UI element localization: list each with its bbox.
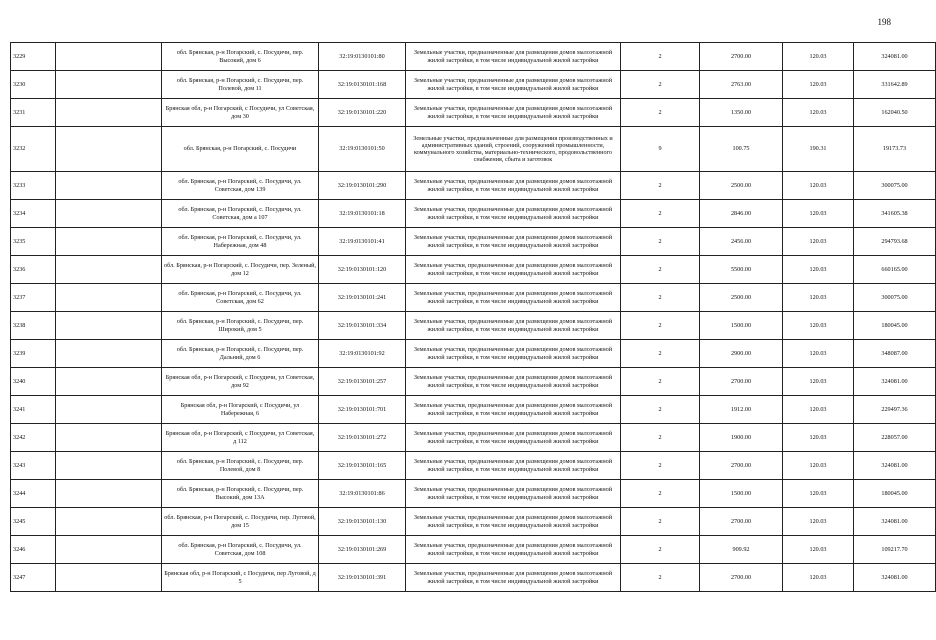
row-number-cell: 3244 bbox=[11, 480, 56, 508]
row-number-cell: 3235 bbox=[11, 228, 56, 256]
empty-cell bbox=[56, 99, 162, 127]
empty-cell bbox=[56, 340, 162, 368]
group-cell: 2 bbox=[621, 368, 700, 396]
row-number-cell: 3234 bbox=[11, 200, 56, 228]
empty-cell bbox=[56, 536, 162, 564]
cadastral-number-cell: 32:19:0130101:18 bbox=[319, 200, 406, 228]
table-row bbox=[11, 452, 936, 480]
empty-cell bbox=[56, 127, 162, 172]
row-number-cell: 3237 bbox=[11, 284, 56, 312]
area-cell: 2763.00 bbox=[700, 71, 783, 99]
area-cell: 909.92 bbox=[700, 536, 783, 564]
empty-cell bbox=[56, 312, 162, 340]
cadastral-number-cell: 32:19:0130101:257 bbox=[319, 368, 406, 396]
group-cell: 2 bbox=[621, 536, 700, 564]
row-number-cell: 3241 bbox=[11, 396, 56, 424]
table-body bbox=[11, 43, 936, 592]
cadastral-value-cell: 324081.00 bbox=[854, 508, 936, 536]
specific-value-cell: 190.31 bbox=[783, 127, 854, 172]
cadastral-number-cell: 32:19:0130101:86 bbox=[319, 480, 406, 508]
cadastral-number-cell: 32:19:0130101:92 bbox=[319, 340, 406, 368]
area-cell: 2456.00 bbox=[700, 228, 783, 256]
row-number-cell: 3239 bbox=[11, 340, 56, 368]
permitted-use-cell: Земельные участки, предназначенные для размещения домов малоэтажной жилой застройки, в том числе индивидуальной жилой застройки bbox=[406, 424, 621, 452]
specific-value-cell: 120.03 bbox=[783, 396, 854, 424]
table-row bbox=[11, 536, 936, 564]
cadastral-value-cell: 109217.70 bbox=[854, 536, 936, 564]
permitted-use-cell: Земельные участки, предназначенные для размещения домов малоэтажной жилой застройки, в том числе индивидуальной жилой застройки bbox=[406, 452, 621, 480]
cadastral-value-cell: 300075.00 bbox=[854, 284, 936, 312]
cadastral-number-cell: 32:19:0130101:334 bbox=[319, 312, 406, 340]
cadastral-value-cell: 324081.00 bbox=[854, 564, 936, 592]
address-cell: обл. Брянская, р-н Погарский, с. Посудичи, пер. Полевой, дом 8 bbox=[162, 452, 319, 480]
permitted-use-cell: Земельные участки, предназначенные для размещения домов малоэтажной жилой застройки, в том числе индивидуальной жилой застройки bbox=[406, 200, 621, 228]
specific-value-cell: 120.03 bbox=[783, 368, 854, 396]
empty-cell bbox=[56, 368, 162, 396]
empty-cell bbox=[56, 480, 162, 508]
group-cell: 2 bbox=[621, 424, 700, 452]
cadastral-number-cell: 32:19:0130101:269 bbox=[319, 536, 406, 564]
group-cell: 2 bbox=[621, 43, 700, 71]
empty-cell bbox=[56, 200, 162, 228]
land-registry-table bbox=[10, 42, 936, 592]
permitted-use-cell: Земельные участки, предназначенные для размещения домов малоэтажной жилой застройки, в том числе индивидуальной жилой застройки bbox=[406, 256, 621, 284]
area-cell: 2700.00 bbox=[700, 43, 783, 71]
cadastral-value-cell: 348087.00 bbox=[854, 340, 936, 368]
group-cell: 2 bbox=[621, 508, 700, 536]
specific-value-cell: 120.03 bbox=[783, 172, 854, 200]
address-cell: обл. Брянская, р-н Погарский, с. Посудичи, ул. Набережная, дом 48 bbox=[162, 228, 319, 256]
address-cell: обл. Брянская, р-н Погарский, с. Посудичи, ул. Советская, дом 139 bbox=[162, 172, 319, 200]
address-cell: обл. Брянская, р-н Погарский, с. Посудичи, пер. Широкий, дом 5 bbox=[162, 312, 319, 340]
address-cell: обл. Брянская, р-н Погарский, с. Посудичи, пер. Дальний, дом 6 bbox=[162, 340, 319, 368]
empty-cell bbox=[56, 424, 162, 452]
cadastral-number-cell: 32:19:0130101:41 bbox=[319, 228, 406, 256]
cadastral-number-cell: 32:19:0130101:50 bbox=[319, 127, 406, 172]
group-cell: 2 bbox=[621, 564, 700, 592]
area-cell: 1500.00 bbox=[700, 480, 783, 508]
cadastral-value-cell: 300075.00 bbox=[854, 172, 936, 200]
table-row bbox=[11, 312, 936, 340]
address-cell: Брянская обл, р-н Погарский, с Посудичи, пер Луговой, д 5 bbox=[162, 564, 319, 592]
address-cell: обл. Брянская, р-н Погарский, с. Посудичи, пер. Полевой, дом 11 bbox=[162, 71, 319, 99]
cadastral-value-cell: 228057.00 bbox=[854, 424, 936, 452]
empty-cell bbox=[56, 508, 162, 536]
area-cell: 1900.00 bbox=[700, 424, 783, 452]
group-cell: 2 bbox=[621, 256, 700, 284]
cadastral-value-cell: 324081.00 bbox=[854, 452, 936, 480]
table-row bbox=[11, 508, 936, 536]
specific-value-cell: 120.03 bbox=[783, 256, 854, 284]
specific-value-cell: 120.03 bbox=[783, 71, 854, 99]
group-cell: 2 bbox=[621, 452, 700, 480]
row-number-cell: 3238 bbox=[11, 312, 56, 340]
cadastral-number-cell: 32:19:0130101:80 bbox=[319, 43, 406, 71]
specific-value-cell: 120.03 bbox=[783, 228, 854, 256]
area-cell: 2900.00 bbox=[700, 340, 783, 368]
table-row bbox=[11, 368, 936, 396]
table-row bbox=[11, 284, 936, 312]
cadastral-number-cell: 32:19:0130101:130 bbox=[319, 508, 406, 536]
specific-value-cell: 120.03 bbox=[783, 480, 854, 508]
group-cell: 2 bbox=[621, 340, 700, 368]
permitted-use-cell: Земельные участки, предназначенные для размещения домов малоэтажной жилой застройки, в том числе индивидуальной жилой застройки bbox=[406, 99, 621, 127]
permitted-use-cell: Земельные участки, предназначенные для размещения домов малоэтажной жилой застройки, в том числе индивидуальной жилой застройки bbox=[406, 536, 621, 564]
area-cell: 2500.00 bbox=[700, 172, 783, 200]
group-cell: 2 bbox=[621, 228, 700, 256]
cadastral-value-cell: 294793.68 bbox=[854, 228, 936, 256]
cadastral-value-cell: 229497.36 bbox=[854, 396, 936, 424]
cadastral-value-cell: 660165.00 bbox=[854, 256, 936, 284]
empty-cell bbox=[56, 228, 162, 256]
empty-cell bbox=[56, 284, 162, 312]
row-number-cell: 3240 bbox=[11, 368, 56, 396]
row-number-cell: 3231 bbox=[11, 99, 56, 127]
area-cell: 100.75 bbox=[700, 127, 783, 172]
empty-cell bbox=[56, 71, 162, 99]
area-cell: 2846.00 bbox=[700, 200, 783, 228]
cadastral-value-cell: 331642.89 bbox=[854, 71, 936, 99]
address-cell: обл. Брянская, р-н Погарский, с. Посудичи, пер. Зеленый, дом 12 bbox=[162, 256, 319, 284]
cadastral-value-cell: 341605.38 bbox=[854, 200, 936, 228]
specific-value-cell: 120.03 bbox=[783, 340, 854, 368]
cadastral-number-cell: 32:19:0130101:168 bbox=[319, 71, 406, 99]
table-row bbox=[11, 127, 936, 172]
area-cell: 1350.00 bbox=[700, 99, 783, 127]
specific-value-cell: 120.03 bbox=[783, 200, 854, 228]
empty-cell bbox=[56, 172, 162, 200]
group-cell: 2 bbox=[621, 312, 700, 340]
address-cell: обл. Брянская, р-н Погарский, с. Посудичи, ул. Советская, дом а 107 bbox=[162, 200, 319, 228]
cadastral-number-cell: 32:19:0130101:391 bbox=[319, 564, 406, 592]
table-row bbox=[11, 340, 936, 368]
address-cell: обл. Брянская, р-н Погарский, с. Посудичи, ул. Советская, дом 108 bbox=[162, 536, 319, 564]
table-row bbox=[11, 99, 936, 127]
area-cell: 2700.00 bbox=[700, 368, 783, 396]
row-number-cell: 3246 bbox=[11, 536, 56, 564]
cadastral-number-cell: 32:19:0130101:272 bbox=[319, 424, 406, 452]
cadastral-value-cell: 162040.50 bbox=[854, 99, 936, 127]
cadastral-number-cell: 32:19:0130101:241 bbox=[319, 284, 406, 312]
cadastral-number-cell: 32:19:0130101:290 bbox=[319, 172, 406, 200]
permitted-use-cell: Земельные участки, предназначенные для размещения домов малоэтажной жилой застройки, в том числе индивидуальной жилой застройки bbox=[406, 43, 621, 71]
row-number-cell: 3232 bbox=[11, 127, 56, 172]
group-cell: 2 bbox=[621, 71, 700, 99]
table-row bbox=[11, 564, 936, 592]
specific-value-cell: 120.03 bbox=[783, 508, 854, 536]
table-row bbox=[11, 200, 936, 228]
address-cell: обл. Брянская, р-н Погарский, с. Посудичи, пер. Высокий, дом 6 bbox=[162, 43, 319, 71]
table-row bbox=[11, 424, 936, 452]
group-cell: 2 bbox=[621, 284, 700, 312]
area-cell: 2700.00 bbox=[700, 508, 783, 536]
permitted-use-cell: Земельные участки, предназначенные для размещения домов малоэтажной жилой застройки, в том числе индивидуальной жилой застройки bbox=[406, 340, 621, 368]
cadastral-number-cell: 32:19:0130101:701 bbox=[319, 396, 406, 424]
permitted-use-cell: Земельные участки, предназначенные для размещения домов малоэтажной жилой застройки, в том числе индивидуальной жилой застройки bbox=[406, 312, 621, 340]
cadastral-value-cell: 324081.00 bbox=[854, 43, 936, 71]
empty-cell bbox=[56, 452, 162, 480]
row-number-cell: 3229 bbox=[11, 43, 56, 71]
row-number-cell: 3233 bbox=[11, 172, 56, 200]
address-cell: Брянская обл, р-н Погарский, с Посудичи, ул Советская, дом 30 bbox=[162, 99, 319, 127]
row-number-cell: 3242 bbox=[11, 424, 56, 452]
table-row bbox=[11, 396, 936, 424]
permitted-use-cell: Земельные участки, предназначенные для размещения домов малоэтажной жилой застройки, в том числе индивидуальной жилой застройки bbox=[406, 172, 621, 200]
group-cell: 2 bbox=[621, 480, 700, 508]
address-cell: обл. Брянская, р-н Погарский, с. Посудичи bbox=[162, 127, 319, 172]
permitted-use-cell: Земельные участки, предназначенные для размещения домов малоэтажной жилой застройки, в том числе индивидуальной жилой застройки bbox=[406, 228, 621, 256]
cadastral-number-cell: 32:19:0130101:120 bbox=[319, 256, 406, 284]
permitted-use-cell: Земельные участки, предназначенные для размещения домов малоэтажной жилой застройки, в том числе индивидуальной жилой застройки bbox=[406, 508, 621, 536]
specific-value-cell: 120.03 bbox=[783, 452, 854, 480]
row-number-cell: 3245 bbox=[11, 508, 56, 536]
permitted-use-cell: Земельные участки, предназначенные для размещения домов малоэтажной жилой застройки, в том числе индивидуальной жилой застройки bbox=[406, 71, 621, 99]
permitted-use-cell: Земельные участки, предназначенные для размещения домов малоэтажной жилой застройки, в том числе индивидуальной жилой застройки bbox=[406, 480, 621, 508]
row-number-cell: 3243 bbox=[11, 452, 56, 480]
specific-value-cell: 120.03 bbox=[783, 536, 854, 564]
specific-value-cell: 120.03 bbox=[783, 424, 854, 452]
specific-value-cell: 120.03 bbox=[783, 99, 854, 127]
permitted-use-cell: Земельные участки, предназначенные для размещения домов малоэтажной жилой застройки, в том числе индивидуальной жилой застройки bbox=[406, 396, 621, 424]
area-cell: 2700.00 bbox=[700, 564, 783, 592]
table-row bbox=[11, 71, 936, 99]
permitted-use-cell: Земельные участки, предназначенные для размещения домов малоэтажной жилой застройки, в том числе индивидуальной жилой застройки bbox=[406, 564, 621, 592]
cadastral-value-cell: 19173.73 bbox=[854, 127, 936, 172]
address-cell: Брянская обл, р-н Погарский, с Посудичи, ул Советская, дом 92 bbox=[162, 368, 319, 396]
address-cell: Брянская обл, р-н Погарский, с Посудичи, ул Советская, д 112 bbox=[162, 424, 319, 452]
cadastral-value-cell: 180045.00 bbox=[854, 312, 936, 340]
table-row bbox=[11, 228, 936, 256]
address-cell: обл. Брянская, р-н Погарский, с. Посудичи, пер. Высокий, дом 13А bbox=[162, 480, 319, 508]
page-number: 198 bbox=[877, 17, 891, 27]
specific-value-cell: 120.03 bbox=[783, 564, 854, 592]
row-number-cell: 3236 bbox=[11, 256, 56, 284]
empty-cell bbox=[56, 43, 162, 71]
row-number-cell: 3247 bbox=[11, 564, 56, 592]
area-cell: 2700.00 bbox=[700, 452, 783, 480]
specific-value-cell: 120.03 bbox=[783, 43, 854, 71]
table-row bbox=[11, 43, 936, 71]
row-number-cell: 3230 bbox=[11, 71, 56, 99]
cadastral-number-cell: 32:19:0130101:165 bbox=[319, 452, 406, 480]
area-cell: 1912.00 bbox=[700, 396, 783, 424]
address-cell: обл. Брянская, р-н Погарский, с. Посудичи, пер. Луговой, дом 15 bbox=[162, 508, 319, 536]
address-cell: обл. Брянская, р-н Погарский, с. Посудичи, ул. Советская, дом 62 bbox=[162, 284, 319, 312]
permitted-use-cell: Земельные участки, предназначенные для размещения производственных и административных зданий, строений, сооружений промышленности, коммунального хозяйства, материально-технического, продовольственного снабжения, сбыта и заготовок bbox=[406, 127, 621, 172]
specific-value-cell: 120.03 bbox=[783, 284, 854, 312]
table-row bbox=[11, 256, 936, 284]
permitted-use-cell: Земельные участки, предназначенные для размещения домов малоэтажной жилой застройки, в том числе индивидуальной жилой застройки bbox=[406, 284, 621, 312]
area-cell: 2500.00 bbox=[700, 284, 783, 312]
group-cell: 2 bbox=[621, 396, 700, 424]
address-cell: Брянская обл, р-н Погарский, с Посудичи, ул Набережная, 6 bbox=[162, 396, 319, 424]
specific-value-cell: 120.03 bbox=[783, 312, 854, 340]
cadastral-number-cell: 32:19:0130101:220 bbox=[319, 99, 406, 127]
cadastral-value-cell: 324081.00 bbox=[854, 368, 936, 396]
table-row bbox=[11, 172, 936, 200]
empty-cell bbox=[56, 396, 162, 424]
area-cell: 5500.00 bbox=[700, 256, 783, 284]
empty-cell bbox=[56, 564, 162, 592]
group-cell: 9 bbox=[621, 127, 700, 172]
area-cell: 1500.00 bbox=[700, 312, 783, 340]
cadastral-value-cell: 180045.00 bbox=[854, 480, 936, 508]
group-cell: 2 bbox=[621, 99, 700, 127]
group-cell: 2 bbox=[621, 172, 700, 200]
group-cell: 2 bbox=[621, 200, 700, 228]
empty-cell bbox=[56, 256, 162, 284]
table-row bbox=[11, 480, 936, 508]
permitted-use-cell: Земельные участки, предназначенные для размещения домов малоэтажной жилой застройки, в том числе индивидуальной жилой застройки bbox=[406, 368, 621, 396]
